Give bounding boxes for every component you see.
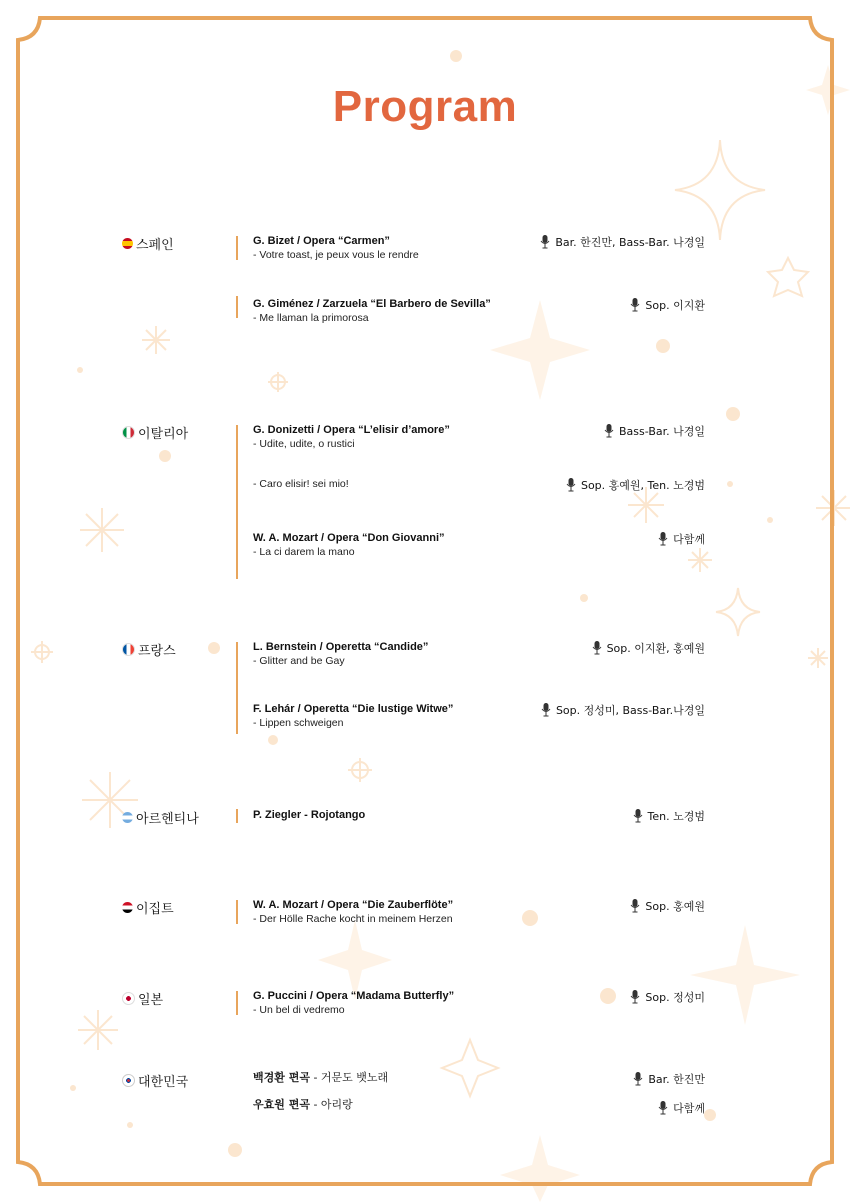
performer-name: Sop. 정성미 [645,991,705,1004]
performer-name: Sop. 홍예원 [645,900,705,913]
piece-aria: - Lippen schweigen [253,717,344,729]
section-divider [236,642,238,734]
piece-aria: - Un bel di vedremo [253,1004,345,1016]
country-name: 이탈리아 [138,427,189,442]
performer [592,640,705,656]
microphone-icon [630,990,640,1004]
section-divider [236,900,238,924]
performer-name: Bass-Bar. 나경일 [619,425,705,438]
piece-title: G. Donizetti / Opera “L’elisir d’amore” [253,424,450,436]
egypt-flag-icon [122,902,133,913]
program-piece [253,640,553,668]
microphone-icon [658,1101,668,1115]
performer-name: Sop. 홍예원, Ten. 노경범 [580,479,705,492]
country-label [122,423,188,442]
france-flag-icon [122,643,135,656]
country-label [122,1071,188,1090]
song-title: - 아리랑 [309,1098,353,1111]
piece-aria: - Caro elisir! sei mio! [253,478,349,490]
performer-name: Bar. 한진만, Bass-Bar. 나경일 [555,236,705,249]
program-piece [253,297,553,325]
program-piece [253,531,553,559]
section-divider [236,236,238,260]
performer [658,531,705,547]
program-piece [253,702,553,730]
japan-flag-icon [122,992,135,1005]
piece-title: L. Bernstein / Operetta “Candide” [253,641,429,653]
argentina-flag-icon [122,812,133,823]
country-name: 대한민국 [138,1075,189,1090]
performer [630,898,705,914]
microphone-icon [633,809,643,823]
piece-title: P. Ziegler - Rojotango [253,809,366,821]
country-name: 프랑스 [138,644,176,659]
microphone-icon [658,532,668,546]
program-piece [253,1098,553,1112]
piece-aria: - Me llaman la primorosa [253,312,369,324]
program-piece [253,898,553,926]
performer [633,808,705,824]
program-piece [253,808,553,822]
program-piece [253,423,553,451]
microphone-icon [592,641,602,655]
spain-flag-icon [122,238,133,249]
country-label [122,234,174,253]
performer [540,234,705,250]
performer [658,1100,705,1116]
country-name: 스페인 [136,238,174,253]
country-label [122,898,174,917]
piece-title: W. A. Mozart / Opera “Don Giovanni” [253,532,445,544]
arranger-credit: 우효원 편곡 [253,1098,310,1111]
page-title: Program [332,82,518,131]
piece-title [253,1071,553,1085]
section-divider [236,991,238,1015]
arranger-credit: 백경환 편곡 [253,1071,310,1084]
country-label [122,640,176,659]
performer [541,702,705,718]
country-name: 아르헨티나 [136,812,199,827]
italy-flag-icon [122,426,135,439]
piece-aria: - Udite, udite, o rustici [253,438,355,450]
microphone-icon [541,703,551,717]
country-name: 이집트 [136,902,174,917]
piece-title: G. Puccini / Opera “Madama Butterfly” [253,990,455,1002]
microphone-icon [604,424,614,438]
piece-aria: - Der Hölle Rache kocht in meinem Herzen [253,913,453,925]
program-piece [253,477,553,491]
piece-title [253,1098,553,1112]
performer-name: 다함께 [673,1102,705,1115]
performer-name: Sop. 정성미, Bass-Bar.나경일 [555,704,705,717]
performer [630,297,705,313]
piece-title: G. Bizet / Opera “Carmen” [253,235,390,247]
piece-aria: - Votre toast, je peux vous le rendre [253,249,419,261]
microphone-icon [630,298,640,312]
program-piece [253,989,553,1017]
country-name: 일본 [138,993,164,1008]
performer [566,477,705,493]
korea-flag-icon [122,1074,135,1087]
section-divider [236,296,238,318]
microphone-icon [630,899,640,913]
performer-name: Bar. 한진만 [648,1073,705,1086]
performer [630,989,705,1005]
microphone-icon [540,235,550,249]
piece-aria: - La ci darem la mano [253,546,355,558]
microphone-icon [633,1072,643,1086]
performer [633,1071,705,1087]
piece-aria: - Glitter and be Gay [253,655,345,667]
performer-name: Sop. 이지환, 홍예원 [606,642,705,655]
section-divider [236,809,238,823]
piece-title: F. Lehár / Operetta “Die lustige Witwe” [253,703,454,715]
performer-name: Ten. 노경범 [647,810,705,823]
performer-name: Sop. 이지환 [645,299,705,312]
piece-title: G. Giménez / Zarzuela “El Barbero de Sevilla” [253,298,491,310]
piece-title: W. A. Mozart / Opera “Die Zauberflöte” [253,899,454,911]
song-title: - 거문도 뱃노래 [309,1071,389,1084]
country-label [122,989,163,1008]
program-piece [253,1071,553,1085]
country-label [122,808,199,827]
performer-name: 다함께 [673,533,705,546]
section-divider [236,425,238,579]
program-piece [253,234,553,262]
microphone-icon [566,478,576,492]
performer [604,423,705,439]
